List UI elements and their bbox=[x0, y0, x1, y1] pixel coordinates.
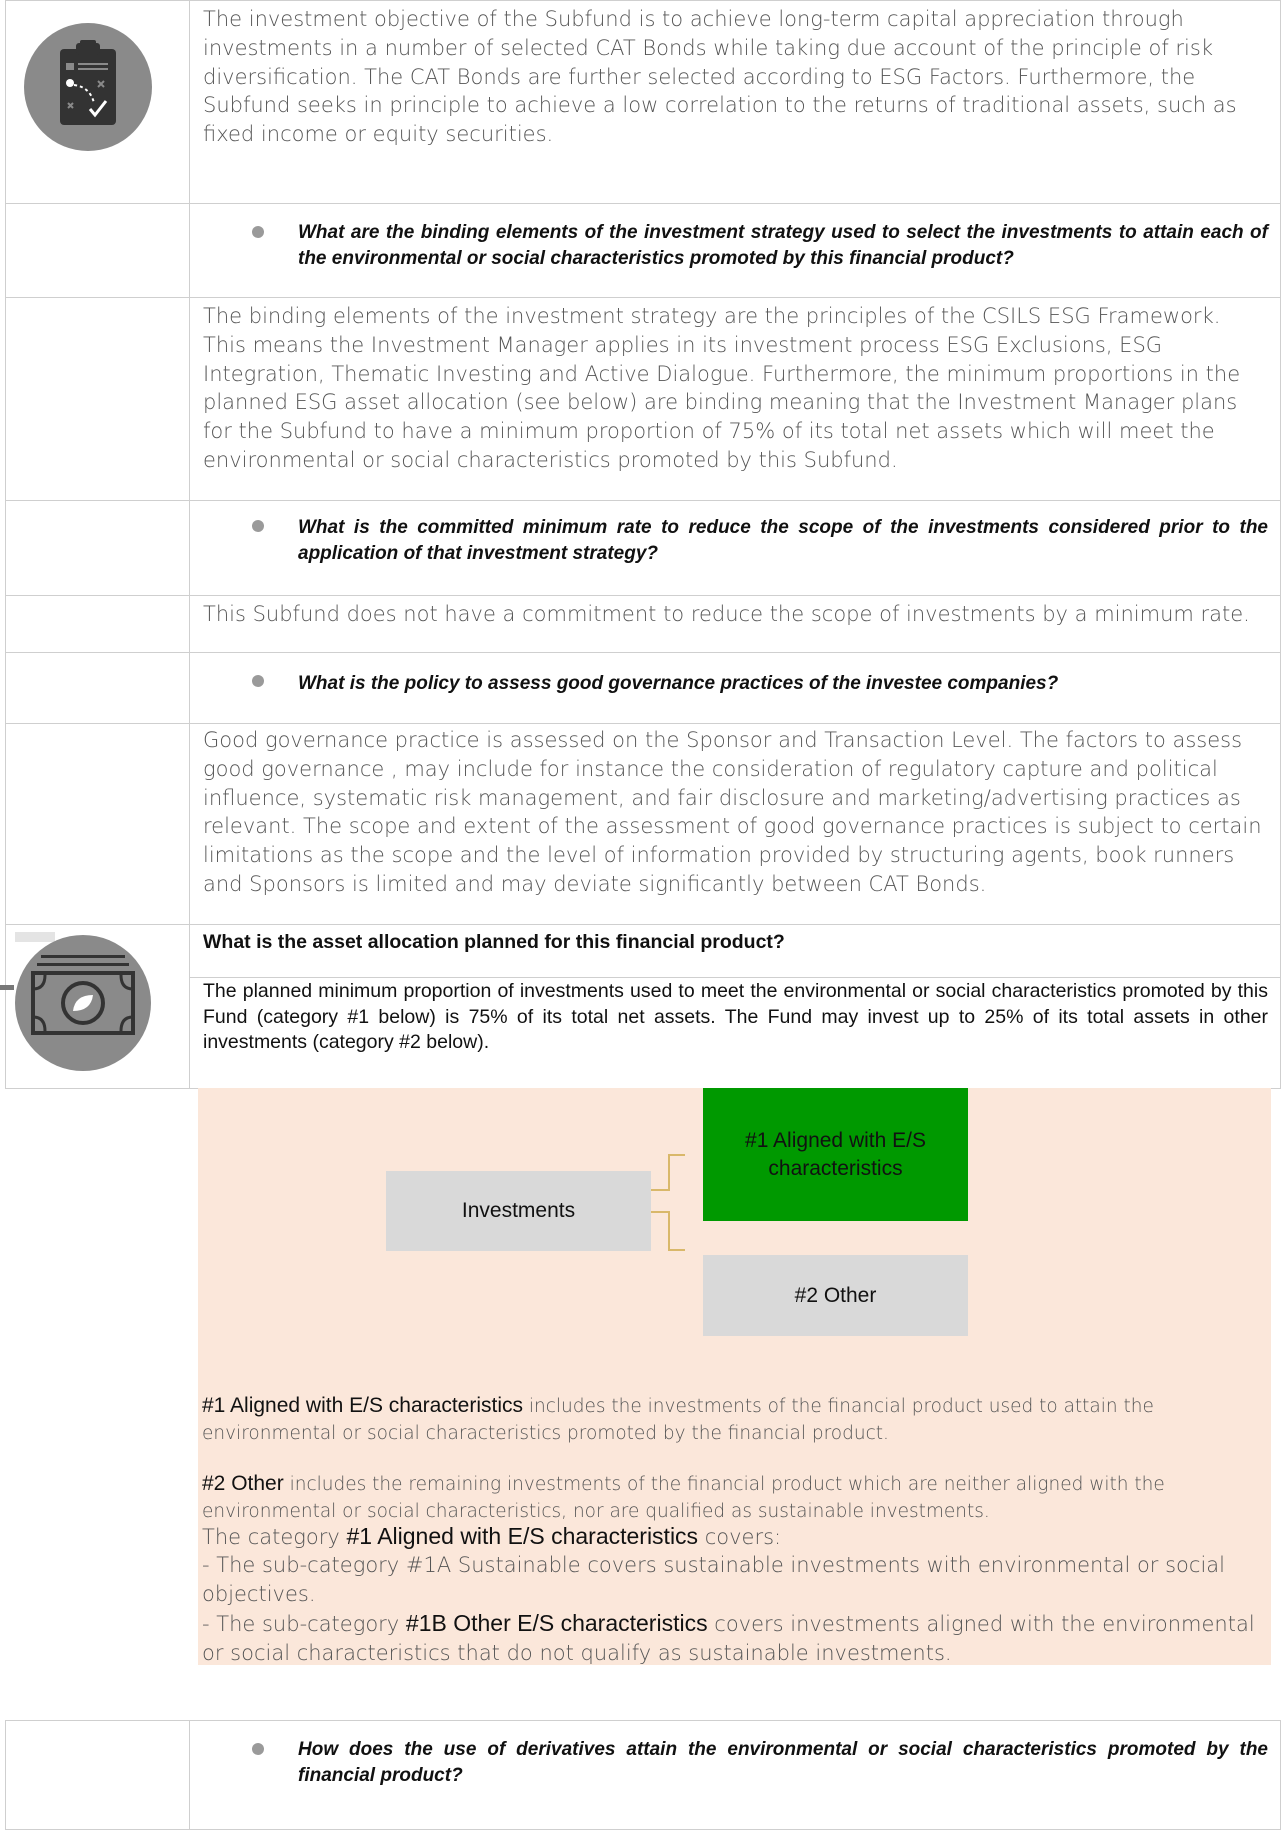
legend-aligned-term: #1 Aligned with E/S characteristics bbox=[202, 1394, 523, 1417]
sub2-term: #1B Other E/S characteristics bbox=[405, 1610, 708, 1636]
allocation-question: What is the asset allocation planned for this financial product? bbox=[203, 931, 785, 953]
question-min-rate-row bbox=[5, 500, 1281, 596]
legend-category bbox=[202, 1522, 1262, 1552]
allocation-text: The planned minimum proportion of investments used to meet the environmental or social characteristics promoted by this Fund (category #1 below) is 75% of its total net assets. The Fund may invest up to 25% of its total assets in other investments (category #2 below). bbox=[203, 980, 1268, 1053]
objective-row bbox=[5, 0, 1281, 204]
empty-left-cell bbox=[6, 596, 190, 652]
question-governance: What is the policy to assess good governance practices of the investee companies? bbox=[298, 673, 1059, 694]
bullet-icon bbox=[252, 520, 264, 532]
min-rate-row bbox=[5, 595, 1281, 653]
category-pre: The category bbox=[202, 1525, 347, 1549]
question-binding-row bbox=[5, 203, 1281, 298]
legend-aligned bbox=[202, 1392, 1252, 1447]
objective-text: The investment objective of the Subfund is to achieve long-term capital appreciation through investments in a number of selected CAT Bonds while taking due account of the principle of risk diversification. The CAT Bonds are further selected according to ESG Factors. Furthermore, the Subfund seeks in principle to achieve a low correlation to the returns of traditional assets, such as fixed income or equity securities. bbox=[203, 7, 1237, 147]
min-rate-text: This Subfund does not have a commitment to reduce the scope of investments by a minimum rate. bbox=[203, 602, 1250, 626]
aligned-es-box: #1 Aligned with E/S characteristics bbox=[703, 1088, 968, 1221]
empty-left-cell bbox=[6, 298, 190, 500]
bullet-icon bbox=[252, 226, 264, 238]
investments-box: Investments bbox=[386, 1171, 651, 1251]
category-term: #1 Aligned with E/S characteristics bbox=[346, 1523, 699, 1549]
question-derivatives: How does the use of derivatives attain the environmental or social characteristics promoted by the financial product? bbox=[298, 1739, 1268, 1786]
empty-left-cell bbox=[6, 501, 190, 595]
legend-other-desc: includes the remaining investments of the financial product which are neither aligned with the environmental or social characteristics, nor are qualified as sustainable investments. bbox=[202, 1474, 1165, 1522]
legend-aligned-desc: includes the investments of the financial product used to attain the environmental or social characteristics promoted by the financial product. bbox=[202, 1396, 1154, 1444]
sub2-post: covers investments aligned with the environmental or social characteristics that do not qualify as sustainable investments. bbox=[202, 1612, 1255, 1665]
empty-left-cell bbox=[6, 653, 190, 723]
question-governance-row bbox=[5, 652, 1281, 724]
legend-other-term: #2 Other bbox=[202, 1472, 284, 1495]
category-post: covers: bbox=[698, 1525, 782, 1549]
question-min-rate: What is the committed minimum rate to reduce the scope of the investments considered prior to the application of that investment strategy? bbox=[298, 517, 1268, 564]
icon-edge-mark bbox=[0, 985, 14, 990]
empty-left-cell bbox=[6, 1721, 190, 1829]
clipboard-strategy-icon bbox=[24, 23, 152, 151]
binding-text: The binding elements of the investment strategy are the principles of the CSILS ESG Framework. This means the Investment Manager applies in its investment process ESG Exclusions, ESG Integration, Thematic Investing and Active Dialogue. Furthermore, the minimum proportions in the planned ESG asset allocation (see below) are binding meaning that the Investment Manager plans for the Subfund to have a minimum proportion of 75% of its total net assets which will meet the environmental or social characteristics promoted by this Subfund. bbox=[203, 304, 1241, 472]
legend-sub2 bbox=[202, 1609, 1262, 1668]
binding-row bbox=[5, 297, 1281, 501]
divider bbox=[189, 977, 1280, 978]
question-binding-elements: What are the binding elements of the investment strategy used to select the investments to attain each of the environmental or social characteristics promoted by this financial product? bbox=[298, 222, 1268, 269]
other-box: #2 Other bbox=[703, 1255, 968, 1336]
banknote-leaf-icon bbox=[15, 935, 151, 1071]
empty-left-cell bbox=[6, 724, 190, 924]
allocation-row bbox=[5, 924, 1281, 1089]
bullet-icon bbox=[252, 1743, 264, 1755]
diagram-connector bbox=[651, 1150, 696, 1255]
legend-other bbox=[202, 1470, 1252, 1525]
sub2-pre: - The sub-category bbox=[202, 1612, 406, 1636]
governance-row bbox=[5, 723, 1281, 925]
empty-left-cell bbox=[6, 204, 190, 297]
governance-text: Good governance practice is assessed on the Sponsor and Transaction Level. The factors to assess good governance , may include for instance the consideration of regulatory capture and political influence, systematic risk management, and fair disclosure and marketing/advertising practices as relevant. The scope and extent of the assessment of good governance practices is subject to certain limitations as the scope and the level of information provided by structuring agents, book runners and Sponsors is limited and may deviate significantly between CAT Bonds. bbox=[203, 728, 1262, 896]
legend-sub1: - The sub-category #1A Sustainable covers sustainable investments with environmental or social objectives. bbox=[202, 1553, 1225, 1606]
bullet-icon bbox=[252, 675, 264, 687]
objective-icon-cell bbox=[6, 1, 190, 203]
